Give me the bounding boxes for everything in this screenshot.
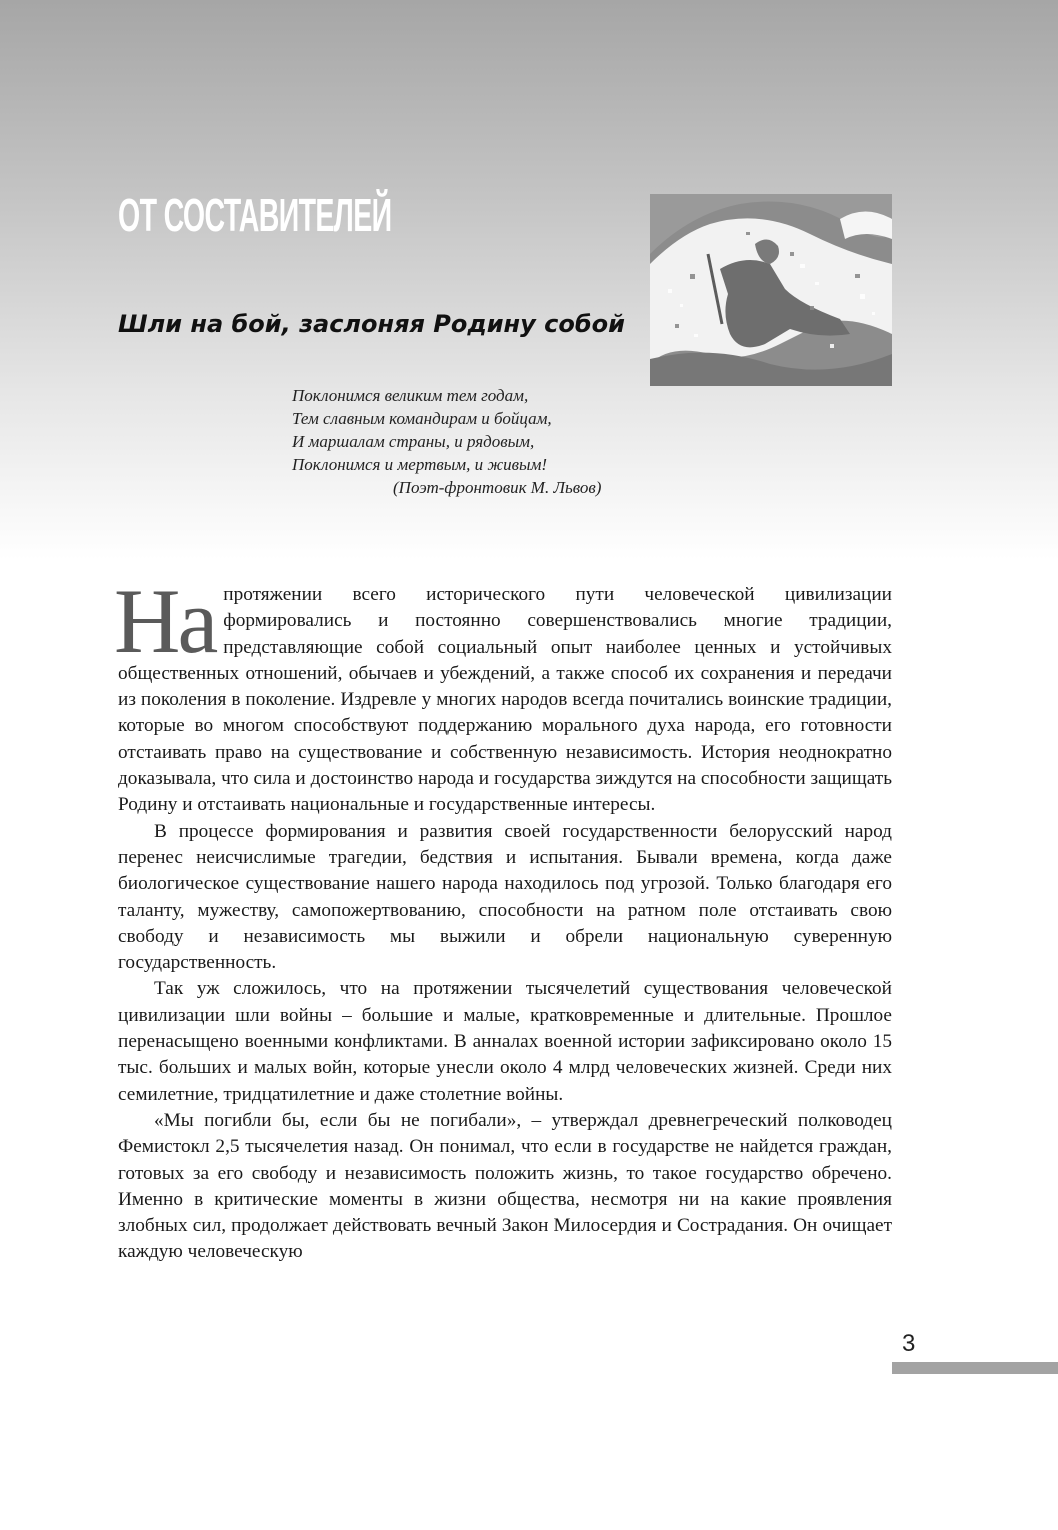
page-number: 3: [902, 1330, 916, 1357]
paragraph-3: Так уж сложилось, что на протяжении тысячелетий существования человеческой цивилизации шли войны – большие и малые, кратковременные и длительные. Прошлое перенасыщено военными конфликтами. В анналах военной истории зафиксировано около 15 тыс. больших и малых войн, которые унесли около 4 млрд человеческих жизней. Среди них семилетние, тридцатилетние и даже столетние войны.: [118, 978, 892, 1105]
section-title: ОТ СОСТАВИТЕЛЕЙ: [118, 189, 392, 241]
epigraph-attribution: (Поэт-фронтовик М. Львов): [393, 478, 602, 497]
body-text: [114, 570, 892, 1266]
epigraph-line: Поклонимся великим тем годам,: [292, 386, 529, 405]
epigraph-line: Поклонимся и мертвым, и живым!: [292, 455, 548, 474]
paragraph-4: «Мы погибли бы, если бы не погибали», – утверждал древнегреческий полководец Фемистокл 2,5 тысячелетия назад. Он понимал, что если в государстве не найдется граждан, готовых за его свободу и независимость положить жизнь, то такое государство обречено. Именно в критические моменты в жизни общества, несмотря ни на какие проявления злобных сил, продолжает действовать вечный Закон Милосердия и Сострадания. Он очищает каждую человеческую: [118, 1109, 892, 1263]
epigraph: [292, 384, 601, 499]
war-memorial-photo: [650, 194, 892, 386]
paragraph-1-text: протяжении всего исторического пути человеческой цивилизации формировались и постоянно совершенствовались многие традиции, представляющие собой социальный опыт наиболее ценных и устойчивых общественных отношений, обычаев и убеждений, а также способ их сохранения и передачи из поколения в поколение. Издревле у многих народов всегда почитались воинские традиции, которые во многом способствуют поддержанию морального духа народа, его готовности отстаивать право на существование и собственную независимость. История неоднократно доказывала, что сила и достоинство народа и государства зиждутся на способности защищать Родину и отстаивать национальные и государственные интересы.: [118, 584, 892, 816]
page-bar: [892, 1362, 1058, 1374]
paragraph-1: [114, 570, 892, 819]
paragraph-2: В процессе формирования и развития своей государственности белорусский народ перенес неисчислимые трагедии, бедствия и испытания. Бывали времена, когда даже биологическое существование нашего народа находилось под угрозой. Только благодаря его таланту, мужеству, самопожертвованию, способности на ратном поле отстаивать свою свободу и независимость мы выжили и обрели национальную суверенную государственность.: [118, 820, 892, 974]
epigraph-line: И маршалам страны, и рядовым,: [292, 432, 535, 451]
chapter-subtitle: Шли на бой, заслоняя Родину собой: [118, 310, 625, 338]
drop-cap: На: [114, 570, 216, 672]
epigraph-line: Тем славным командирам и бойцам,: [292, 409, 552, 428]
